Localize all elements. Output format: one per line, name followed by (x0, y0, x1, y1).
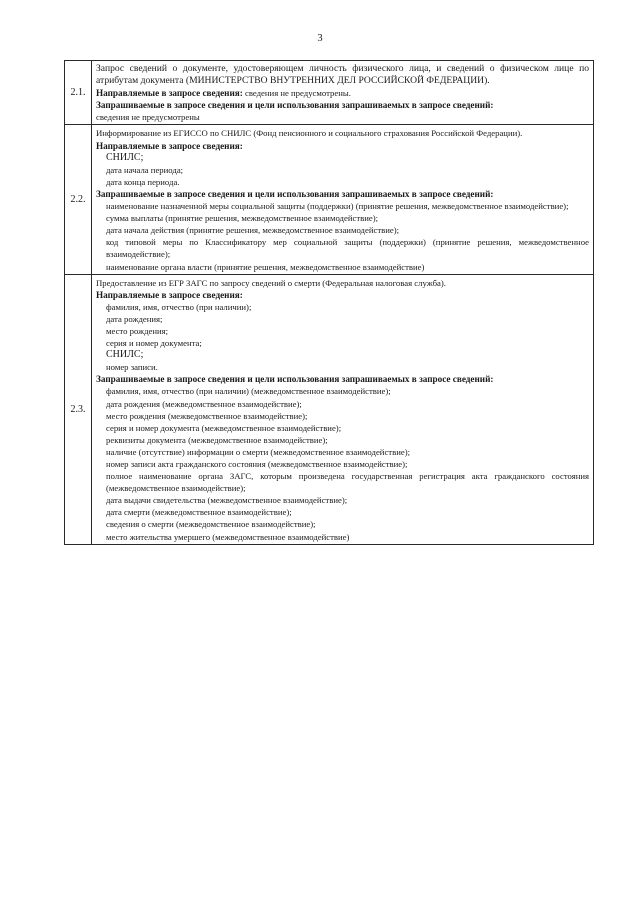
table-row (65, 274, 594, 544)
requested-label: Запрашиваемые в запросе сведения и цели использования запрашиваемых в запросе сведений: (96, 100, 494, 111)
row-number: 2.2. (65, 125, 92, 274)
requested-item: дата рождения (межведомственное взаимодействие); (106, 398, 302, 409)
table-row (65, 61, 594, 125)
requested-item: дата начала действия (принятие решения, межведомственное взаимодействие); (106, 225, 400, 236)
sent-item: серия и номер документа; (106, 338, 202, 349)
row-intro: Информирование из ЕГИССО по СНИЛС (Фонд пенсионного и социального страхования Российской Федерации). (96, 128, 523, 139)
requested-item: место рождения (межведомственное взаимодействие); (106, 410, 308, 421)
sent-item: место рождения; (106, 325, 169, 336)
sent-value: сведения не предусмотрены. (242, 88, 351, 99)
sent-label: Направляемые в запросе сведения: (96, 140, 243, 151)
sent-item: СНИЛС; (106, 151, 144, 163)
row-content (92, 61, 594, 125)
requested-item: сумма выплаты (принятие решения, межведомственное взаимодействие); (106, 213, 379, 224)
requested-item: наличие (отсутствие) информации о смерти (межведомственное взаимодействие); (106, 446, 411, 457)
requested-item: дата выдачи свидетельства (межведомственное взаимодействие); (106, 495, 348, 506)
table-row (65, 125, 594, 274)
requested-item: код типовой меры по Классификатору мер социальной защиты (поддержки) (принятие решения, межведомственное взаимодействие); (106, 237, 589, 260)
row-content (92, 274, 594, 544)
requested-value: сведения не предусмотрены (96, 112, 200, 123)
row-intro: Предоставление из ЕГР ЗАГС по запросу сведений о смерти (Федеральная налоговая служба). (96, 277, 446, 288)
services-table (64, 60, 594, 545)
requested-item: полное наименование органа ЗАГС, которым произведена государственная регистрация акта гражданского состояния (межведомственное взаимодействие); (106, 471, 589, 494)
requested-item: номер записи акта гражданского состояния (межведомственное взаимодействие); (106, 459, 408, 469)
requested-item: наименование органа власти (принятие решения, межведомственное взаимодействие) (106, 261, 425, 272)
sent-label: Направляемые в запросе сведения: (96, 88, 243, 99)
requested-item: реквизиты документа (межведомственное взаимодействие); (106, 434, 328, 445)
sent-item: номер записи. (106, 362, 158, 373)
requested-item: наименование назначенной меры социальной защиты (поддержки) (принятие решения, межведомственное взаимодействие); (106, 201, 569, 212)
requested-item: сведения о смерти (межведомственное взаимодействие); (106, 519, 316, 530)
requested-item: фамилия, имя, отчество (при наличии) (межведомственное взаимодействие); (106, 386, 391, 397)
requested-item: место жительства умершего (межведомственное взаимодействие) (106, 531, 350, 542)
sent-item: дата начала периода; (106, 164, 184, 175)
sent-item: дата конца периода. (106, 176, 180, 187)
sent-item: СНИЛС; (106, 349, 144, 361)
requested-item: серия и номер документа (межведомственное взаимодействие); (106, 422, 342, 433)
requested-item: дата смерти (межведомственное взаимодействие); (106, 507, 292, 518)
row-number: 2.3. (65, 274, 92, 544)
row-number: 2.1. (65, 61, 92, 125)
sent-item: фамилия, имя, отчество (при наличии); (106, 301, 252, 312)
requested-label: Запрашиваемые в запросе сведения и цели использования запрашиваемых в запросе сведений: (96, 188, 494, 199)
page-number: 3 (317, 33, 323, 44)
row-intro: Запрос сведений о документе, удостоверяющем личность физического лица, и сведений о физическом лице по атрибутам документа (МИНИСТЕРСТВО ВНУТРЕННИХ ДЕЛ РОССИЙСКОЙ ФЕДЕРАЦИИ). (96, 63, 589, 87)
row-content (92, 125, 594, 274)
sent-item: дата рождения; (106, 313, 163, 324)
requested-label: Запрашиваемые в запросе сведения и цели использования запрашиваемых в запросе сведений: (96, 374, 494, 385)
sent-label: Направляемые в запросе сведения: (96, 289, 243, 300)
